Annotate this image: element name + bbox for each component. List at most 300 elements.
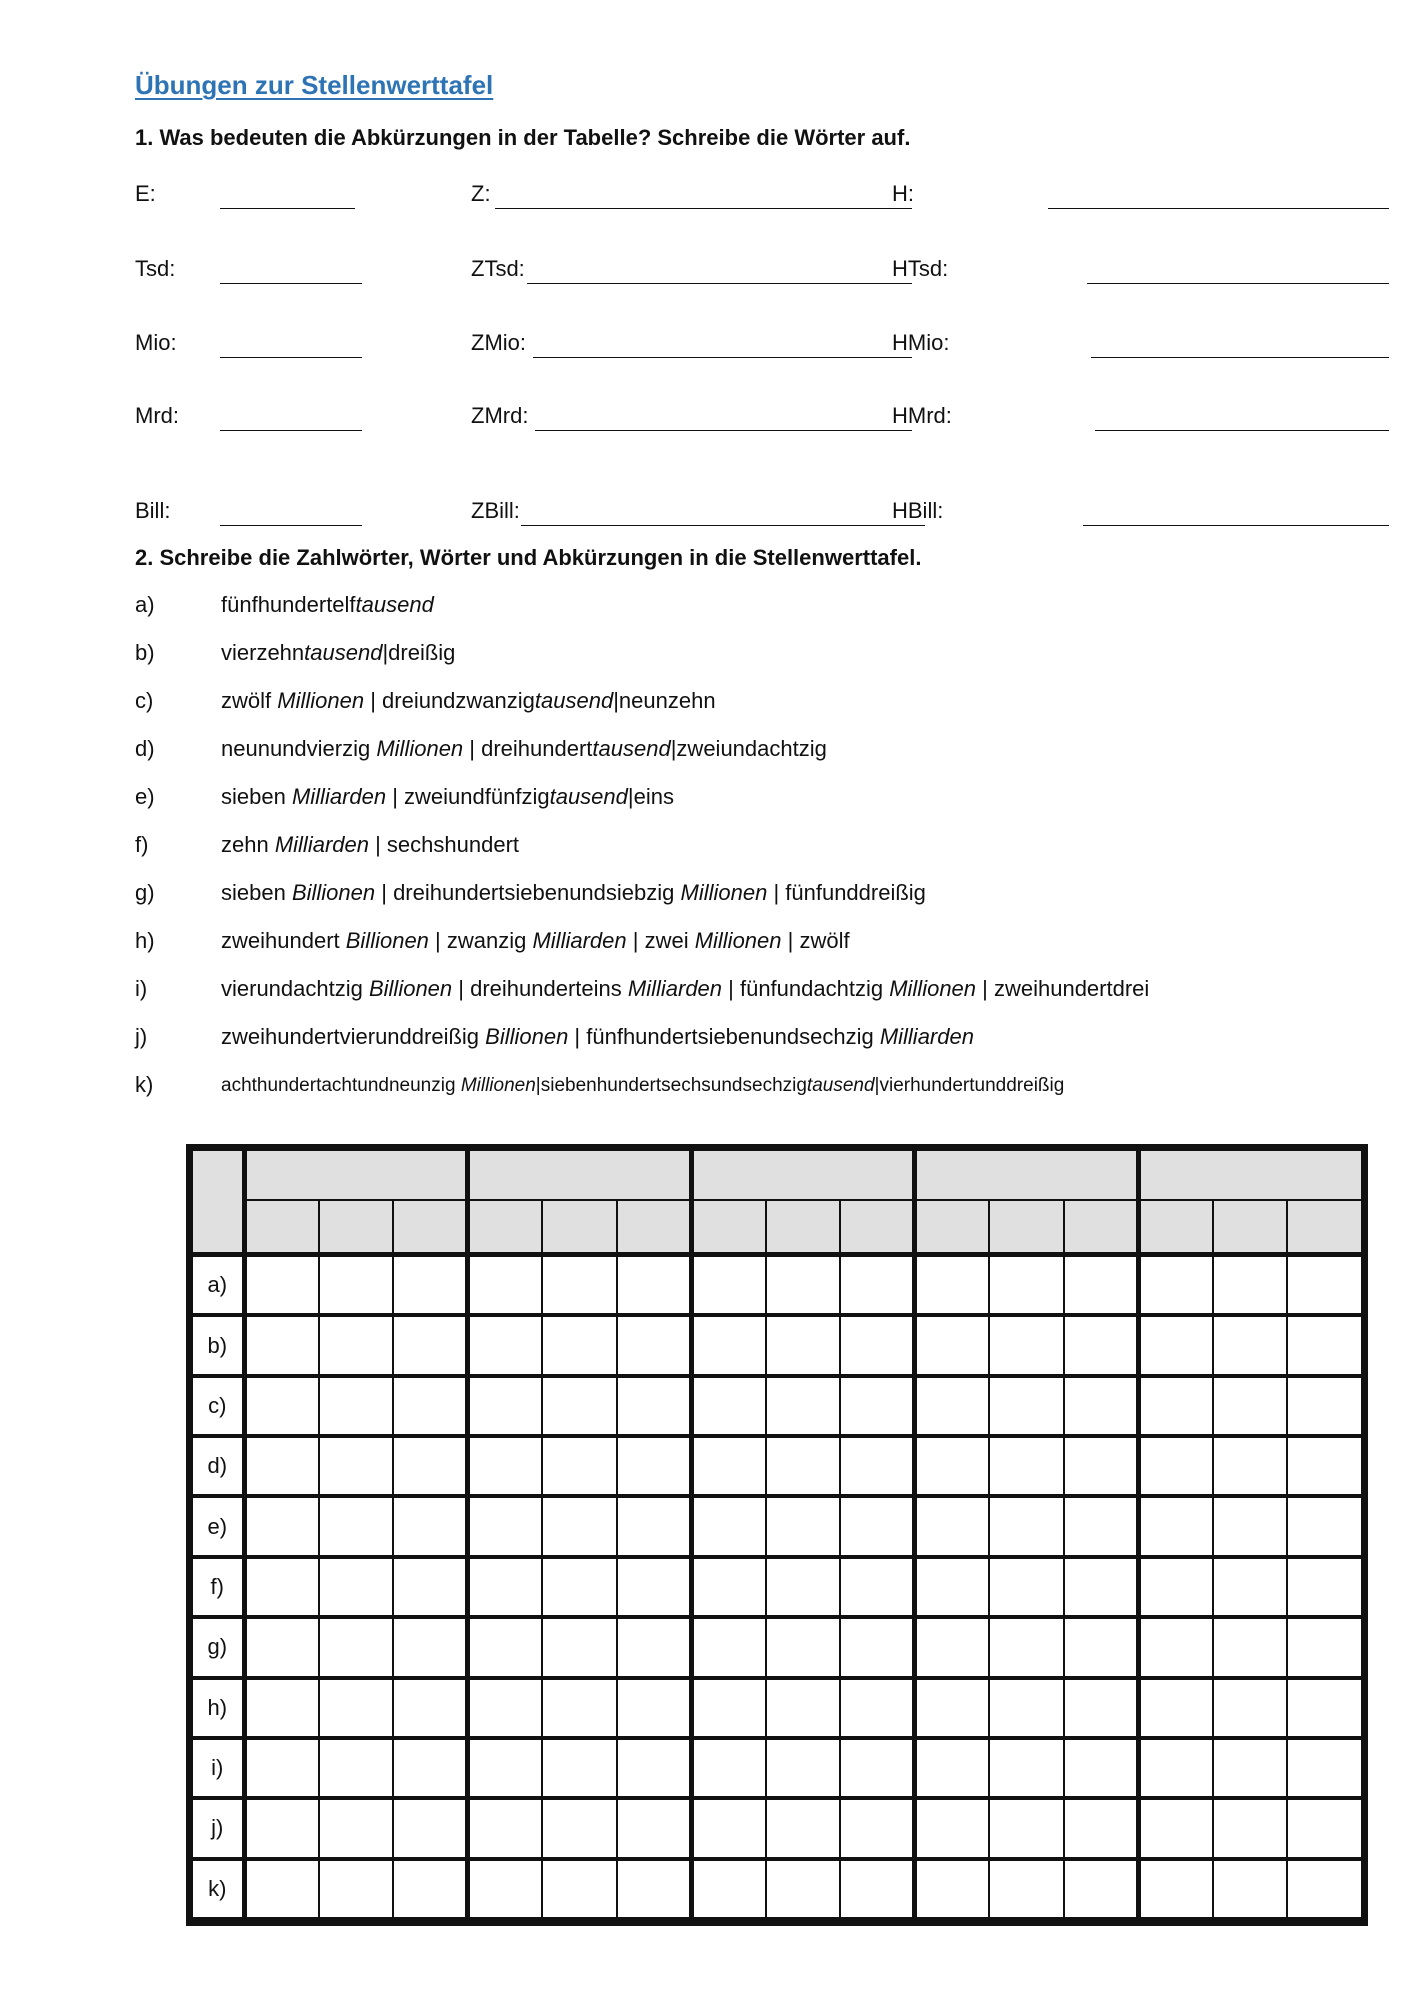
answer-cell[interactable]: [1064, 1678, 1139, 1738]
header-place-cell[interactable]: [1138, 1200, 1213, 1254]
table-row: [192, 1315, 1362, 1375]
unit-word: Millionen: [277, 688, 365, 713]
answer-cell[interactable]: [1064, 1557, 1139, 1617]
number-word: |neunzehn: [613, 688, 716, 713]
answer-cell[interactable]: [542, 1617, 617, 1677]
answer-cell[interactable]: [915, 1738, 990, 1798]
answer-cell[interactable]: [1213, 1617, 1288, 1677]
number-word: | zweiundfünfzig: [386, 784, 550, 809]
header-place-cell[interactable]: [617, 1200, 692, 1254]
unit-word: tausend: [806, 1075, 875, 1096]
exercise-text: [221, 784, 674, 810]
number-word: | zweihundertdrei: [976, 976, 1150, 1001]
answer-cell[interactable]: [542, 1376, 617, 1436]
answer-cell[interactable]: [319, 1254, 394, 1315]
row-label: f): [192, 1557, 244, 1617]
answer-cell[interactable]: [1213, 1678, 1288, 1738]
answer-cell[interactable]: [989, 1738, 1064, 1798]
answer-cell[interactable]: [244, 1617, 319, 1677]
header-place-cell[interactable]: [691, 1200, 766, 1254]
answer-cell[interactable]: [1213, 1738, 1288, 1798]
answer-line[interactable]: [1087, 283, 1389, 284]
answer-line[interactable]: [535, 430, 912, 431]
header-place-cell[interactable]: [1064, 1200, 1139, 1254]
answer-cell[interactable]: [468, 1617, 543, 1677]
answer-cell[interactable]: [1287, 1617, 1362, 1677]
answer-cell[interactable]: [319, 1617, 394, 1677]
answer-cell[interactable]: [468, 1798, 543, 1858]
page-title: Übungen zur Stellenwerttafel: [135, 70, 494, 100]
unit-word: Millionen: [460, 1075, 536, 1096]
answer-cell[interactable]: [617, 1738, 692, 1798]
unit-word: Millionen: [889, 976, 977, 1001]
exercise-text: [221, 736, 827, 762]
answer-cell[interactable]: [840, 1254, 915, 1315]
number-word: zwölf: [221, 688, 278, 713]
answer-cell[interactable]: [1064, 1738, 1139, 1798]
answer-cell[interactable]: [1138, 1617, 1213, 1677]
answer-line[interactable]: [527, 283, 912, 284]
answer-cell[interactable]: [244, 1859, 319, 1919]
answer-cell[interactable]: [1138, 1496, 1213, 1556]
answer-cell[interactable]: [840, 1557, 915, 1617]
table-row: [192, 1798, 1362, 1858]
answer-cell[interactable]: [915, 1315, 990, 1375]
answer-cell[interactable]: [617, 1496, 692, 1556]
answer-cell[interactable]: [1213, 1254, 1288, 1315]
header-place-cell[interactable]: [542, 1200, 617, 1254]
table-row: [192, 1678, 1362, 1738]
exercise-letter: j): [135, 1024, 148, 1049]
answer-cell[interactable]: [244, 1678, 319, 1738]
answer-cell[interactable]: [542, 1557, 617, 1617]
place-value-table: [186, 1144, 1368, 1926]
answer-cell[interactable]: [766, 1315, 841, 1375]
answer-cell[interactable]: [989, 1557, 1064, 1617]
table-row: [192, 1254, 1362, 1315]
answer-cell[interactable]: [766, 1436, 841, 1496]
answer-cell[interactable]: [244, 1496, 319, 1556]
answer-cell[interactable]: [244, 1376, 319, 1436]
answer-cell[interactable]: [542, 1798, 617, 1858]
answer-cell[interactable]: [468, 1738, 543, 1798]
answer-cell[interactable]: [691, 1436, 766, 1496]
answer-cell[interactable]: [915, 1557, 990, 1617]
answer-cell[interactable]: [989, 1496, 1064, 1556]
answer-cell[interactable]: [915, 1376, 990, 1436]
answer-cell[interactable]: [989, 1376, 1064, 1436]
answer-cell[interactable]: [1213, 1315, 1288, 1375]
table-row: [192, 1496, 1362, 1556]
abbreviation-label: Z:: [471, 181, 491, 206]
unit-word: tausend: [592, 736, 671, 761]
abbreviation-label: H:: [892, 181, 914, 206]
answer-cell[interactable]: [1213, 1557, 1288, 1617]
header-place-cell[interactable]: [393, 1200, 468, 1254]
answer-cell[interactable]: [1138, 1557, 1213, 1617]
number-word: |zweiundachtzig: [670, 736, 827, 761]
unit-word: Billionen: [368, 976, 453, 1001]
table-row: [192, 1376, 1362, 1436]
exercise-letter: f): [135, 832, 149, 857]
answer-cell[interactable]: [244, 1315, 319, 1375]
answer-cell[interactable]: [1064, 1436, 1139, 1496]
header-place-cell[interactable]: [915, 1200, 990, 1254]
unit-word: tausend: [534, 688, 614, 713]
answer-cell[interactable]: [1064, 1376, 1139, 1436]
answer-line[interactable]: [1083, 525, 1389, 526]
exercise-letter: h): [135, 928, 155, 953]
answer-cell[interactable]: [915, 1798, 990, 1858]
answer-cell[interactable]: [691, 1254, 766, 1315]
answer-cell[interactable]: [691, 1617, 766, 1677]
number-word: | zwölf: [781, 928, 850, 953]
answer-cell[interactable]: [766, 1617, 841, 1677]
answer-cell[interactable]: [1138, 1678, 1213, 1738]
number-word: |dreißig: [382, 640, 456, 665]
answer-cell[interactable]: [989, 1254, 1064, 1315]
answer-cell[interactable]: [1213, 1859, 1288, 1919]
row-label: d): [192, 1436, 244, 1496]
abbreviation-label: HMio:: [892, 330, 950, 355]
answer-cell[interactable]: [915, 1617, 990, 1677]
answer-cell[interactable]: [1287, 1678, 1362, 1738]
answer-cell[interactable]: [1287, 1254, 1362, 1315]
abbreviation-label: HTsd:: [892, 256, 949, 281]
answer-cell[interactable]: [1064, 1798, 1139, 1858]
exercise-letter: a): [135, 592, 155, 617]
exercise-text: [221, 1075, 1064, 1097]
exercise-text: [221, 832, 519, 858]
answer-cell[interactable]: [319, 1315, 394, 1375]
answer-cell[interactable]: [393, 1738, 468, 1798]
answer-cell[interactable]: [766, 1678, 841, 1738]
answer-cell[interactable]: [1064, 1254, 1139, 1315]
answer-cell[interactable]: [393, 1496, 468, 1556]
answer-line[interactable]: [521, 525, 925, 526]
answer-cell[interactable]: [244, 1798, 319, 1858]
exercise-text: [221, 688, 716, 714]
answer-cell[interactable]: [1064, 1315, 1139, 1375]
row-label: h): [192, 1678, 244, 1738]
unit-word: Millionen: [376, 736, 464, 761]
answer-line[interactable]: [220, 430, 362, 431]
header-group-cell[interactable]: [691, 1150, 915, 1200]
table-row: [192, 1738, 1362, 1798]
answer-cell[interactable]: [319, 1738, 394, 1798]
answer-cell[interactable]: [691, 1376, 766, 1436]
answer-cell[interactable]: [542, 1436, 617, 1496]
exercise-text: [221, 880, 926, 906]
answer-cell[interactable]: [617, 1798, 692, 1858]
answer-cell[interactable]: [319, 1496, 394, 1556]
answer-line[interactable]: [220, 283, 362, 284]
answer-cell[interactable]: [393, 1254, 468, 1315]
answer-cell[interactable]: [989, 1315, 1064, 1375]
number-word: neunundvierzig: [221, 736, 377, 761]
answer-cell[interactable]: [1138, 1376, 1213, 1436]
unit-word: tausend: [355, 592, 434, 617]
answer-line[interactable]: [1091, 357, 1389, 358]
exercise-letter: i): [135, 976, 148, 1001]
answer-cell[interactable]: [989, 1859, 1064, 1919]
answer-cell[interactable]: [1064, 1496, 1139, 1556]
header-group-cell[interactable]: [1138, 1150, 1362, 1200]
answer-cell[interactable]: [617, 1315, 692, 1375]
number-word: |siebenhundertsechsundsechzig: [535, 1075, 807, 1096]
abbreviation-label: HMrd:: [892, 403, 952, 428]
answer-line[interactable]: [220, 208, 355, 209]
answer-cell[interactable]: [468, 1859, 543, 1919]
exercise-text: [221, 592, 434, 618]
header-place-cell[interactable]: [1287, 1200, 1362, 1254]
answer-cell[interactable]: [915, 1436, 990, 1496]
answer-cell[interactable]: [542, 1738, 617, 1798]
answer-cell[interactable]: [840, 1617, 915, 1677]
number-word: zweihundertvierunddreißig: [221, 1024, 486, 1049]
unit-word: Milliarden: [532, 928, 627, 953]
header-group-cell[interactable]: [468, 1150, 692, 1200]
answer-cell[interactable]: [319, 1436, 394, 1496]
answer-cell[interactable]: [617, 1254, 692, 1315]
answer-cell[interactable]: [1287, 1496, 1362, 1556]
abbreviation-label: Bill:: [135, 498, 171, 523]
answer-cell[interactable]: [915, 1496, 990, 1556]
answer-cell[interactable]: [393, 1678, 468, 1738]
answer-cell[interactable]: [617, 1376, 692, 1436]
answer-cell[interactable]: [915, 1254, 990, 1315]
answer-cell[interactable]: [1287, 1436, 1362, 1496]
answer-cell[interactable]: [691, 1315, 766, 1375]
answer-cell[interactable]: [1138, 1798, 1213, 1858]
answer-cell[interactable]: [542, 1315, 617, 1375]
exercise-letter: d): [135, 736, 155, 761]
answer-cell[interactable]: [691, 1738, 766, 1798]
answer-cell[interactable]: [1138, 1315, 1213, 1375]
row-label: j): [192, 1798, 244, 1858]
answer-cell[interactable]: [1287, 1557, 1362, 1617]
abbreviation-label: HBill:: [892, 498, 944, 523]
abbreviation-label: E:: [135, 181, 156, 206]
answer-cell[interactable]: [319, 1557, 394, 1617]
answer-cell[interactable]: [840, 1859, 915, 1919]
header-place-cell[interactable]: [468, 1200, 543, 1254]
answer-cell[interactable]: [691, 1798, 766, 1858]
number-word: | dreihundert: [463, 736, 593, 761]
answer-cell[interactable]: [766, 1496, 841, 1556]
answer-cell[interactable]: [468, 1315, 543, 1375]
number-word: | dreiundzwanzig: [364, 688, 535, 713]
number-word: | zwei: [626, 928, 695, 953]
answer-cell[interactable]: [468, 1376, 543, 1436]
unit-word: Milliarden: [291, 784, 387, 809]
task2-heading: 2. Schreibe die Zahlwörter, Wörter und Abkürzungen in die Stellenwerttafel.: [135, 545, 922, 570]
place-value-grid: [191, 1149, 1363, 1921]
unit-word: Billionen: [485, 1024, 569, 1049]
answer-cell[interactable]: [840, 1798, 915, 1858]
unit-word: Millionen: [680, 880, 768, 905]
abbreviation-label: Mio:: [135, 330, 177, 355]
exercise-letter: k): [135, 1072, 154, 1097]
exercise-text: [221, 640, 455, 666]
answer-cell[interactable]: [989, 1798, 1064, 1858]
answer-cell[interactable]: [691, 1496, 766, 1556]
answer-cell[interactable]: [1287, 1315, 1362, 1375]
unit-word: Milliarden: [879, 1024, 974, 1049]
answer-cell[interactable]: [1287, 1859, 1362, 1919]
answer-cell[interactable]: [468, 1254, 543, 1315]
answer-cell[interactable]: [840, 1376, 915, 1436]
answer-cell[interactable]: [244, 1436, 319, 1496]
answer-cell[interactable]: [542, 1678, 617, 1738]
answer-cell[interactable]: [840, 1436, 915, 1496]
header-place-cell[interactable]: [840, 1200, 915, 1254]
answer-cell[interactable]: [319, 1678, 394, 1738]
number-word: | zwanzig: [428, 928, 533, 953]
header-place-cell[interactable]: [319, 1200, 394, 1254]
answer-cell[interactable]: [915, 1678, 990, 1738]
number-word: fünfhundertelf: [221, 592, 356, 617]
answer-cell[interactable]: [542, 1254, 617, 1315]
unit-word: Millionen: [694, 928, 782, 953]
answer-cell[interactable]: [468, 1678, 543, 1738]
answer-line[interactable]: [220, 357, 362, 358]
answer-cell[interactable]: [1213, 1376, 1288, 1436]
answer-cell[interactable]: [617, 1557, 692, 1617]
answer-cell[interactable]: [1138, 1254, 1213, 1315]
table-row: [192, 1557, 1362, 1617]
answer-cell[interactable]: [691, 1859, 766, 1919]
answer-cell[interactable]: [244, 1254, 319, 1315]
number-word: | dreihundertsiebenundsiebzig: [375, 880, 681, 905]
answer-cell[interactable]: [989, 1678, 1064, 1738]
number-word: sieben: [221, 880, 292, 905]
answer-cell[interactable]: [1138, 1436, 1213, 1496]
answer-cell[interactable]: [1064, 1859, 1139, 1919]
answer-cell[interactable]: [468, 1496, 543, 1556]
answer-cell[interactable]: [1064, 1617, 1139, 1677]
answer-line[interactable]: [1048, 208, 1389, 209]
abbreviation-label: Mrd:: [135, 403, 179, 428]
number-word: | fünfunddreißig: [767, 880, 926, 905]
answer-cell[interactable]: [766, 1738, 841, 1798]
answer-cell[interactable]: [393, 1859, 468, 1919]
answer-cell[interactable]: [766, 1254, 841, 1315]
answer-cell[interactable]: [468, 1557, 543, 1617]
number-word: | sechshundert: [368, 832, 520, 857]
header-place-cell[interactable]: [766, 1200, 841, 1254]
answer-cell[interactable]: [393, 1798, 468, 1858]
answer-cell[interactable]: [989, 1617, 1064, 1677]
answer-cell[interactable]: [766, 1859, 841, 1919]
unit-word: Milliarden: [627, 976, 723, 1001]
answer-cell[interactable]: [617, 1678, 692, 1738]
answer-cell[interactable]: [542, 1859, 617, 1919]
answer-cell[interactable]: [840, 1738, 915, 1798]
answer-line[interactable]: [495, 208, 912, 209]
answer-cell[interactable]: [617, 1436, 692, 1496]
answer-cell[interactable]: [393, 1557, 468, 1617]
answer-cell[interactable]: [840, 1678, 915, 1738]
answer-cell[interactable]: [244, 1738, 319, 1798]
answer-cell[interactable]: [319, 1376, 394, 1436]
number-word: | fünfundachtzig: [722, 976, 890, 1001]
answer-cell[interactable]: [1213, 1496, 1288, 1556]
answer-cell[interactable]: [244, 1557, 319, 1617]
abbreviation-row: [135, 403, 1315, 437]
abbreviation-row: [135, 498, 1315, 532]
answer-cell[interactable]: [766, 1376, 841, 1436]
row-label: k): [192, 1859, 244, 1919]
answer-cell[interactable]: [1138, 1738, 1213, 1798]
table-row: [192, 1436, 1362, 1496]
header-place-cell[interactable]: [244, 1200, 319, 1254]
number-word: vierzehn: [221, 640, 305, 665]
task1-heading: 1. Was bedeuten die Abkürzungen in der Tabelle? Schreibe die Wörter auf.: [135, 125, 911, 150]
number-word: |eins: [627, 784, 674, 809]
answer-cell[interactable]: [319, 1798, 394, 1858]
exercise-text: [221, 928, 850, 954]
header-place-cell[interactable]: [989, 1200, 1064, 1254]
row-label: c): [192, 1376, 244, 1436]
unit-word: tausend: [304, 640, 383, 665]
answer-cell[interactable]: [1287, 1738, 1362, 1798]
answer-cell[interactable]: [468, 1436, 543, 1496]
number-word: | fünfhundertsiebenundsechzig: [568, 1024, 880, 1049]
number-word: |vierhundertunddreißig: [874, 1075, 1065, 1096]
answer-cell[interactable]: [1287, 1798, 1362, 1858]
answer-cell[interactable]: [617, 1617, 692, 1677]
answer-cell[interactable]: [542, 1496, 617, 1556]
answer-cell[interactable]: [319, 1859, 394, 1919]
header-group-cell[interactable]: [244, 1150, 468, 1200]
abbreviation-label: Tsd:: [135, 256, 176, 281]
number-word: sieben: [221, 784, 292, 809]
header-group-cell[interactable]: [915, 1150, 1139, 1200]
answer-cell[interactable]: [691, 1678, 766, 1738]
number-word: zehn: [221, 832, 275, 857]
answer-cell[interactable]: [1138, 1859, 1213, 1919]
answer-cell[interactable]: [840, 1496, 915, 1556]
unit-word: Billionen: [291, 880, 376, 905]
row-label: b): [192, 1315, 244, 1375]
exercise-letter: c): [135, 688, 154, 713]
row-label: a): [192, 1254, 244, 1315]
answer-cell[interactable]: [766, 1798, 841, 1858]
row-label: i): [192, 1738, 244, 1798]
answer-cell[interactable]: [691, 1557, 766, 1617]
abbreviation-label: ZBill:: [471, 498, 520, 523]
answer-line[interactable]: [1095, 430, 1389, 431]
answer-cell[interactable]: [393, 1315, 468, 1375]
answer-cell[interactable]: [915, 1859, 990, 1919]
answer-cell[interactable]: [393, 1617, 468, 1677]
abbreviation-label: ZMio:: [471, 330, 526, 355]
answer-cell[interactable]: [1287, 1376, 1362, 1436]
answer-cell[interactable]: [1213, 1436, 1288, 1496]
answer-cell[interactable]: [989, 1436, 1064, 1496]
answer-cell[interactable]: [393, 1436, 468, 1496]
answer-cell[interactable]: [840, 1315, 915, 1375]
answer-line[interactable]: [220, 525, 362, 526]
abbreviation-row: [135, 181, 1315, 215]
header-place-cell[interactable]: [1213, 1200, 1288, 1254]
answer-cell[interactable]: [766, 1557, 841, 1617]
answer-cell[interactable]: [393, 1376, 468, 1436]
answer-cell[interactable]: [1213, 1798, 1288, 1858]
answer-cell[interactable]: [617, 1859, 692, 1919]
answer-line[interactable]: [533, 357, 912, 358]
